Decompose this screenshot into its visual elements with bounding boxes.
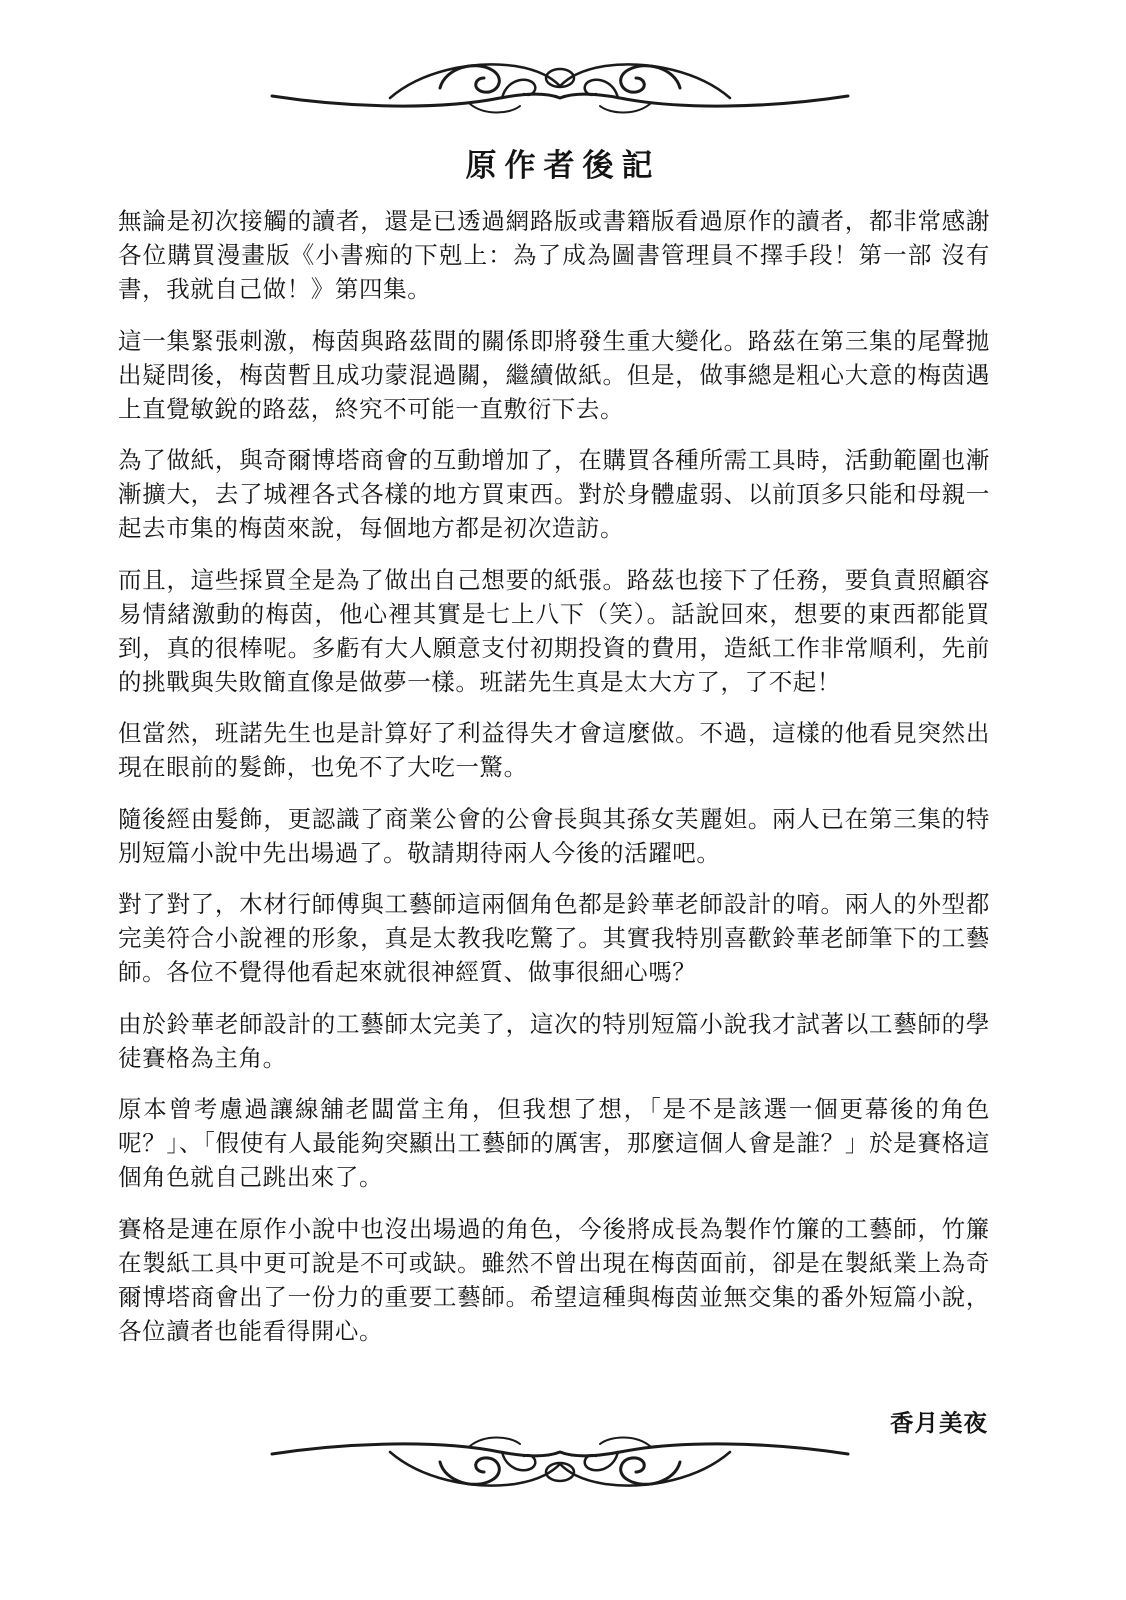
author-signature: 香月美夜	[890, 1409, 988, 1437]
paragraph: 這一集緊張刺激，梅茵與路茲間的關係即將發生重大變化。路茲在第三集的尾聲拋出疑問後，梅茵暫且成功蒙混過關，繼續做紙。但是，做事總是粗心大意的梅茵遇上直覺敏銳的路茲，終究不可能一直敷衍下去。	[118, 326, 990, 423]
page-title: 原作者後記	[465, 148, 661, 184]
paragraph: 但當然，班諾先生也是計算好了利益得失才會這麼做。不過，這樣的他看見突然出現在眼前的髮飾，也免不了大吃一驚。	[118, 719, 990, 781]
paragraph: 為了做紙，與奇爾博塔商會的互動增加了，在購買各種所需工具時，活動範圍也漸漸擴大，去了城裡各式各樣的地方買東西。對於身體虛弱、以前頂多只能和母親一起去市集的梅茵來說，每個地方都是初次造訪。	[118, 446, 990, 542]
paragraph: 賽格是連在原作小說中也沒出場過的角色，今後將成長為製作竹簾的工藝師，竹簾在製紙工具中更可說是不可或缺。雖然不曾出現在梅茵面前，卻是在製紙業上為奇爾博塔商會出了一份力的重要工藝師。希望這種與梅茵並無交集的番外短篇小說，各位讀者也能看得開心。	[118, 1214, 990, 1345]
paragraph: 由於鈴華老師設計的工藝師太完美了，這次的特別短篇小說我才試著以工藝師的學徒賽格為主角。	[118, 1009, 990, 1072]
paragraph: 對了對了，木材行師傅與工藝師這兩個角色都是鈴華老師設計的唷。兩人的外型都完美符合小說裡的形象，真是太教我吃驚了。其實我特別喜歡鈴華老師筆下的工藝師。各位不覺得他看起來就很神經質、做事很細心嗎？	[118, 890, 990, 986]
top-flourish-divider-icon	[270, 52, 850, 122]
afterword-body	[118, 204, 990, 1365]
paragraph: 而且，這些採買全是為了做出自己想要的紙張。路茲也接下了任務，要負責照顧容易情緒激動的梅茵，他心裡其實是七上八下（笑）。話說回來，想要的東西都能買到，真的很棒呢。多虧有大人願意支付初期投資的費用，造紙工作非常順利，先前的挑戰與失敗簡直像是做夢一樣。班諾先生真是太大方了，了不起！	[118, 565, 990, 696]
paragraph: 隨後經由髮飾，更認識了商業公會的公會長與其孫女芙麗妲。兩人已在第三集的特別短篇小說中先出場過了。敬請期待兩人今後的活躍吧。	[118, 804, 990, 867]
paragraph: 原本曾考慮過讓線舖老闆當主角，但我想了想，「是不是該選一個更幕後的角色呢？」、「假使有人最能夠突顯出工藝師的厲害，那麼這個人會是誰？」於是賽格這個角色就自己跳出來了。	[118, 1095, 990, 1191]
paragraph: 無論是初次接觸的讀者，還是已透過網路版或書籍版看過原作的讀者，都非常感謝各位購買漫畫版《小書痴的下剋上：為了成為圖書管理員不擇手段！第一部 沒有書，我就自己做！》第四集。	[118, 207, 990, 303]
bottom-flourish-divider-icon	[270, 1428, 850, 1498]
